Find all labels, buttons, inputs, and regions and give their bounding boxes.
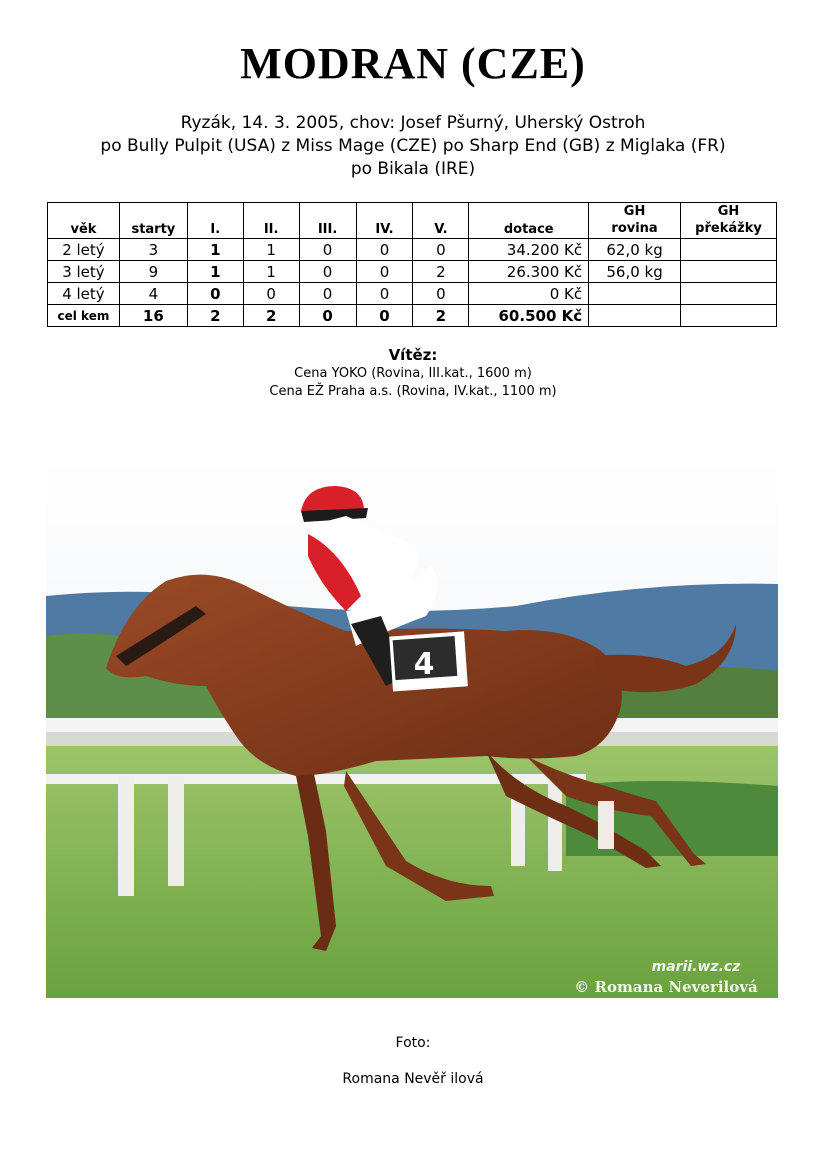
col-header-fifth: V. bbox=[413, 203, 469, 239]
col-header-gh-flat-1: GH bbox=[623, 204, 646, 219]
cell-fifth: 0 bbox=[413, 239, 469, 261]
cell-total-starts: 16 bbox=[119, 305, 187, 327]
photo-credit-name: Romana Nevěř ilová bbox=[342, 1071, 484, 1087]
cell-fifth: 2 bbox=[413, 261, 469, 283]
cell-age: 4 letý bbox=[48, 283, 120, 305]
cell-first: 1 bbox=[187, 239, 243, 261]
cell-prize: 26.300 Kč bbox=[469, 261, 589, 283]
photo-credit-label: Foto: bbox=[395, 1035, 431, 1051]
cell-second: 1 bbox=[243, 239, 299, 261]
pedigree-line-cont: po Bikala (IRE) bbox=[350, 159, 476, 179]
cell-second: 0 bbox=[243, 283, 299, 305]
cell-starts: 4 bbox=[119, 283, 187, 305]
cell-total-gh-flat bbox=[589, 305, 681, 327]
watermark-site: marii.wz.cz bbox=[651, 959, 741, 975]
cell-gh-flat: 56,0 kg bbox=[589, 261, 681, 283]
cell-fourth: 0 bbox=[356, 261, 413, 283]
col-header-starts: starty bbox=[119, 203, 187, 239]
col-header-gh-jump-1: GH bbox=[717, 204, 740, 219]
cell-total-fourth: 0 bbox=[356, 305, 413, 327]
saddle-number: 4 bbox=[413, 647, 435, 682]
page-title: MODRAN (CZE) bbox=[240, 39, 586, 88]
cell-first: 1 bbox=[187, 261, 243, 283]
col-header-gh-jump-2: překážky bbox=[695, 221, 762, 236]
table-total-row bbox=[48, 305, 777, 327]
col-header-fourth: IV. bbox=[356, 203, 413, 239]
cell-total-label: cel kem bbox=[48, 305, 120, 327]
winner-race: Cena EŽ Praha a.s. (Rovina, IV.kat., 1100 m) bbox=[269, 384, 557, 399]
cell-starts: 3 bbox=[119, 239, 187, 261]
cell-gh-flat bbox=[589, 283, 681, 305]
cell-total-fifth: 2 bbox=[413, 305, 469, 327]
cell-age: 2 letý bbox=[48, 239, 120, 261]
cell-total-second: 2 bbox=[243, 305, 299, 327]
col-header-gh-flat-2: rovina bbox=[611, 221, 658, 236]
table-header-row bbox=[48, 203, 777, 239]
col-header-gh-flat bbox=[589, 203, 681, 239]
cell-prize: 0 Kč bbox=[469, 283, 589, 305]
col-header-age: věk bbox=[48, 203, 120, 239]
cell-total-gh-jump bbox=[681, 305, 777, 327]
horse-photo bbox=[46, 456, 778, 998]
table-row bbox=[48, 283, 777, 305]
cell-third: 0 bbox=[299, 261, 356, 283]
race-stats-table bbox=[47, 202, 777, 327]
col-header-second: II. bbox=[243, 203, 299, 239]
cell-fourth: 0 bbox=[356, 283, 413, 305]
cell-third: 0 bbox=[299, 239, 356, 261]
cell-total-first: 2 bbox=[187, 305, 243, 327]
cell-total-third: 0 bbox=[299, 305, 356, 327]
cell-fifth: 0 bbox=[413, 283, 469, 305]
cell-gh-jump bbox=[681, 239, 777, 261]
cell-gh-jump bbox=[681, 261, 777, 283]
table-row bbox=[48, 239, 777, 261]
col-header-gh-jump bbox=[681, 203, 777, 239]
cell-first: 0 bbox=[187, 283, 243, 305]
cell-gh-flat: 62,0 kg bbox=[589, 239, 681, 261]
table-row bbox=[48, 261, 777, 283]
col-header-first: I. bbox=[187, 203, 243, 239]
cell-gh-jump bbox=[681, 283, 777, 305]
cell-third: 0 bbox=[299, 283, 356, 305]
cell-starts: 9 bbox=[119, 261, 187, 283]
pedigree-line: po Bully Pulpit (USA) z Miss Mage (CZE) po Sharp End (GB) z Miglaka (FR) bbox=[100, 136, 726, 156]
winner-heading: Vítěz: bbox=[388, 346, 438, 364]
cell-second: 1 bbox=[243, 261, 299, 283]
cell-age: 3 letý bbox=[48, 261, 120, 283]
watermark-author: © Romana Neverilová bbox=[574, 978, 758, 996]
cell-total-prize: 60.500 Kč bbox=[469, 305, 589, 327]
horse-photo-drawing bbox=[46, 456, 778, 998]
col-header-third: III. bbox=[299, 203, 356, 239]
horse-info-line: Ryzák, 14. 3. 2005, chov: Josef Pšurný, Uherský Ostroh bbox=[180, 113, 646, 133]
cell-fourth: 0 bbox=[356, 239, 413, 261]
cell-prize: 34.200 Kč bbox=[469, 239, 589, 261]
winner-race: Cena YOKO (Rovina, III.kat., 1600 m) bbox=[294, 366, 532, 381]
col-header-prize: dotace bbox=[469, 203, 589, 239]
